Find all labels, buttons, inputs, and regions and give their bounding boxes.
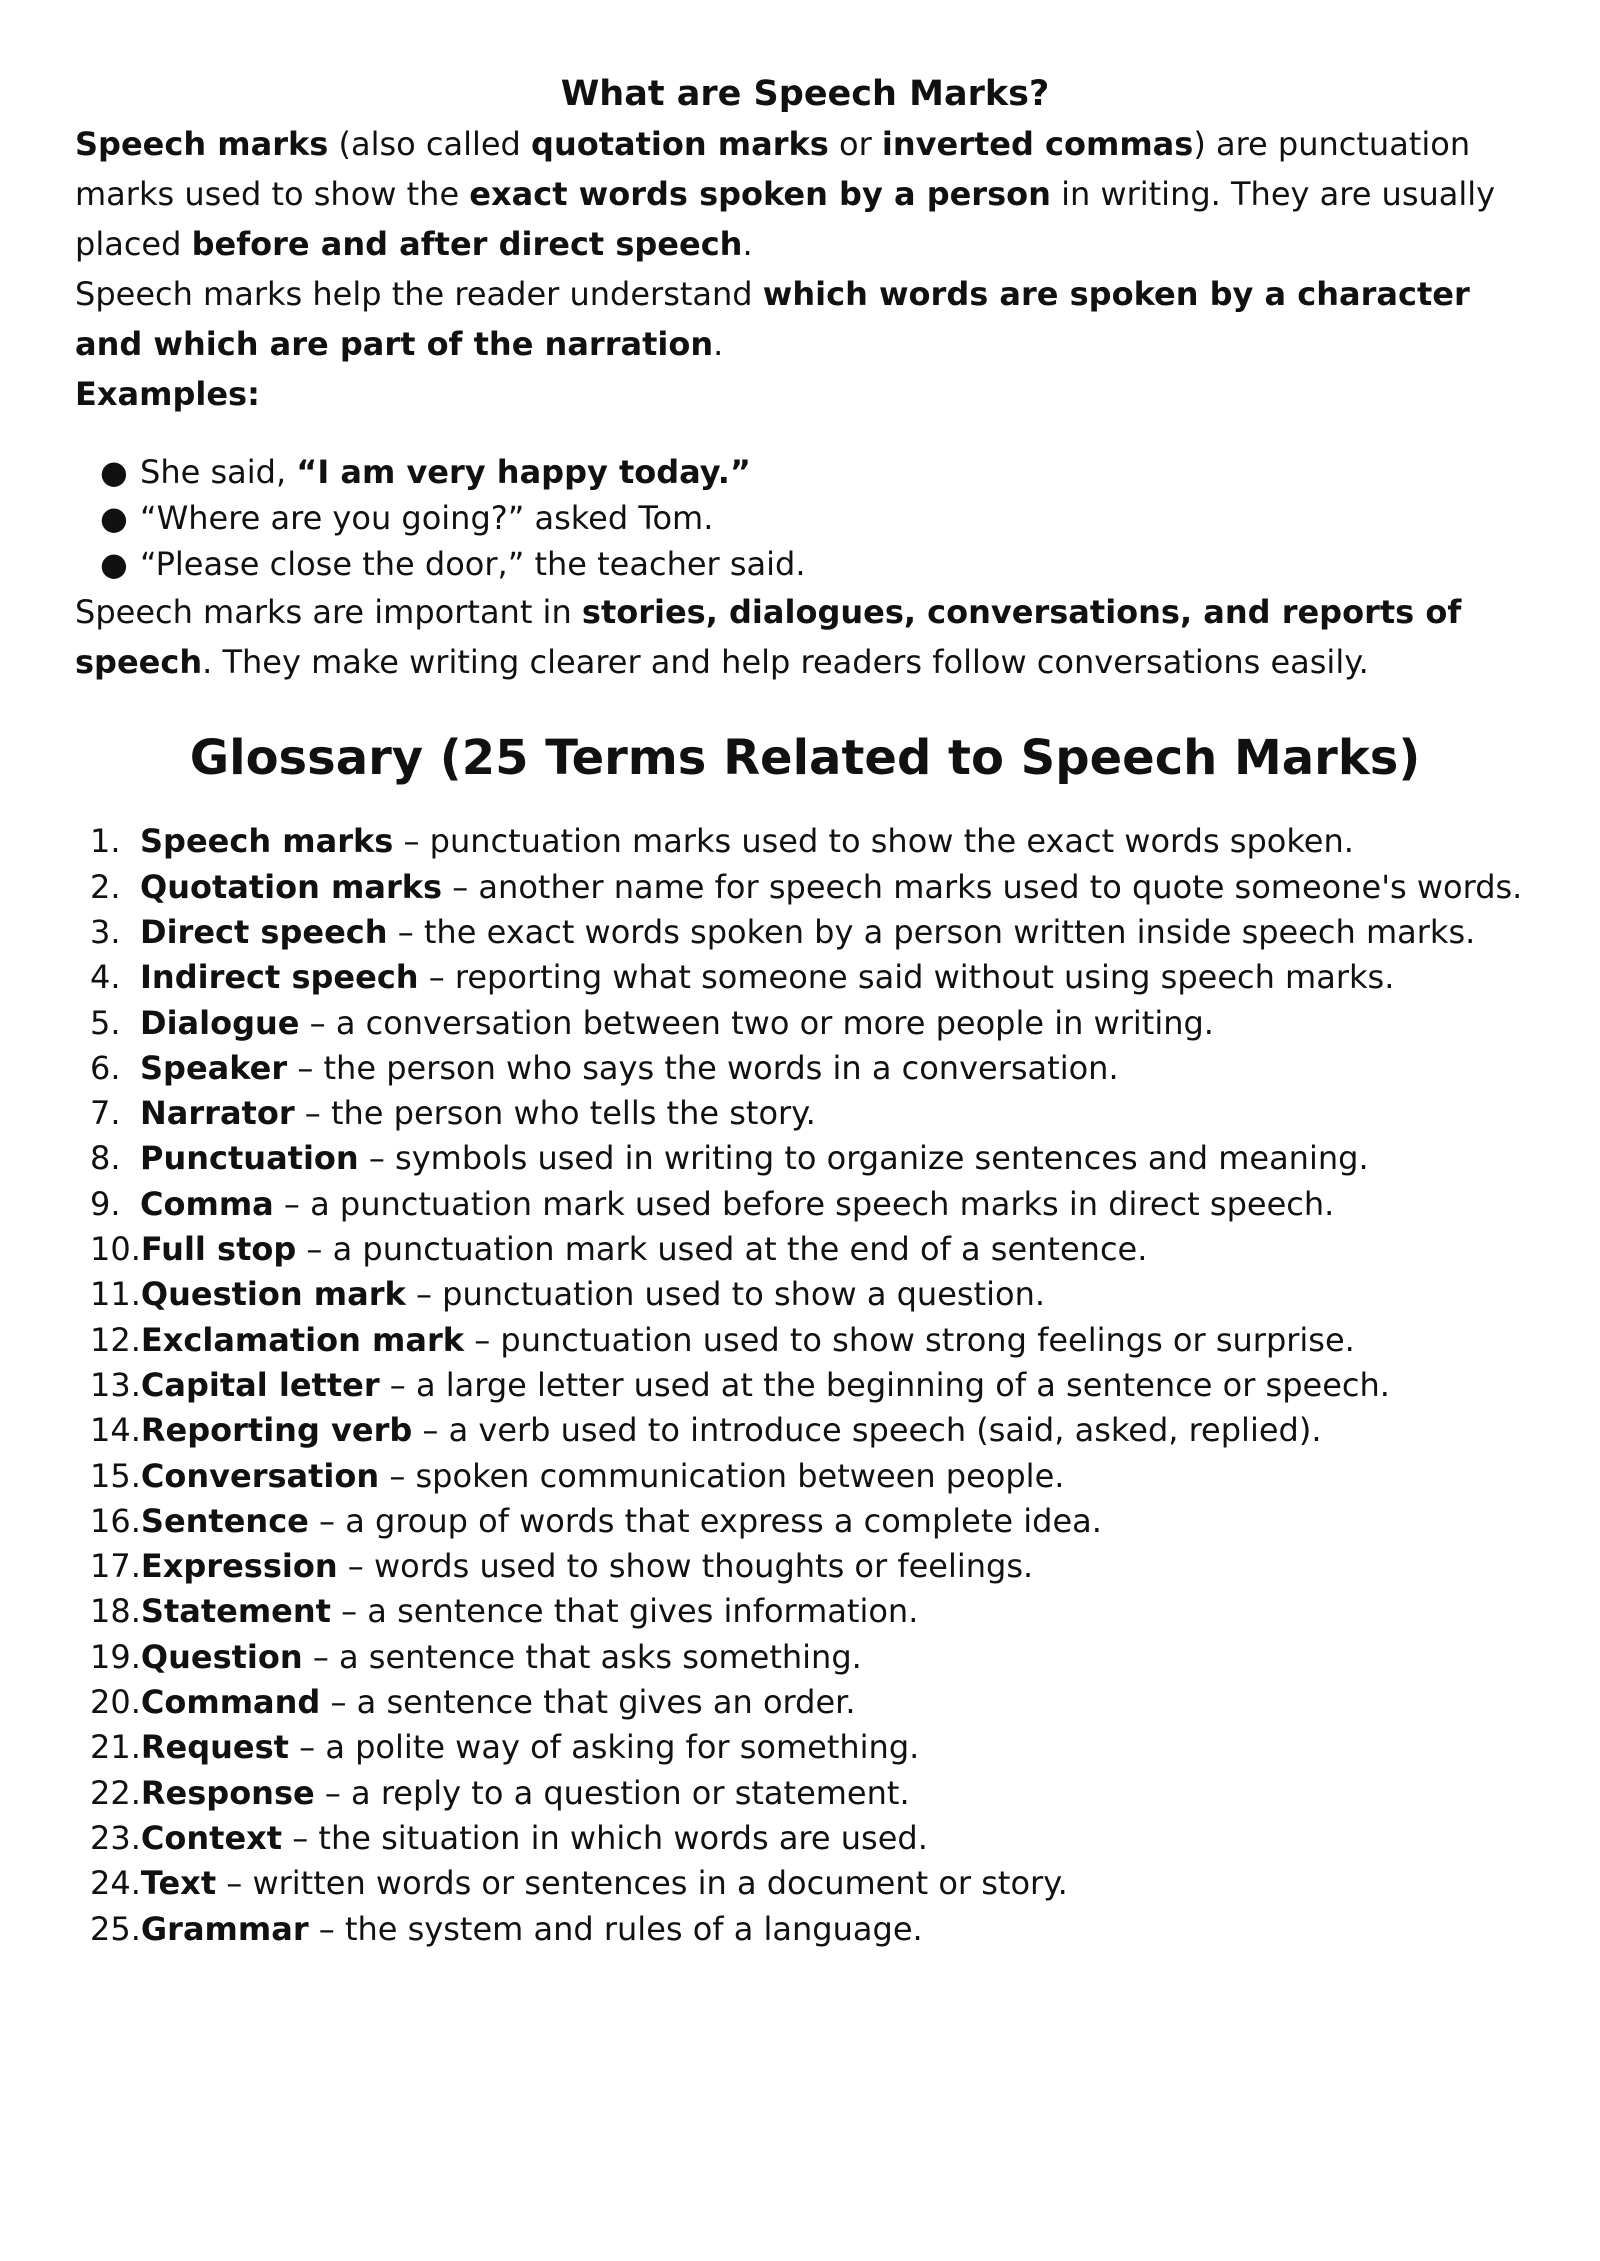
importance-text: Speech marks are important in <box>75 593 582 631</box>
intro-bold-exact-words: exact words spoken by a person <box>469 175 1051 213</box>
glossary-item <box>90 1091 1535 1136</box>
glossary-list <box>75 819 1535 1951</box>
glossary-definition: – punctuation used to show strong feelings or surprise. <box>464 1320 1355 1359</box>
glossary-term: Direct speech <box>140 912 388 951</box>
importance-bold-text: stories, dialogues, conversations, and reports of speech <box>75 593 1462 681</box>
glossary-number: 15. <box>90 1456 141 1495</box>
example-item <box>100 541 1535 587</box>
glossary-term: Full stop <box>140 1230 297 1269</box>
intro-bold-speech-marks: Speech marks <box>75 125 329 163</box>
glossary-number: 18. <box>90 1592 141 1631</box>
glossary-term: Question <box>140 1637 303 1676</box>
importance-paragraph <box>75 587 1535 687</box>
example-text: “Please close the door,” the teacher said. <box>140 545 806 583</box>
glossary-term: Command <box>140 1683 321 1722</box>
glossary-number: 25. <box>90 1909 141 1948</box>
glossary-item <box>90 1227 1535 1272</box>
glossary-item <box>90 1454 1535 1499</box>
glossary-number: 23. <box>90 1818 141 1857</box>
glossary-number: 8. <box>90 1139 121 1178</box>
example-item <box>100 449 1535 495</box>
glossary-definition: – written words or sentences in a document or story. <box>216 1864 1068 1903</box>
glossary-definition: – the exact words spoken by a person written inside speech marks. <box>387 912 1476 951</box>
help-text: . <box>713 325 724 363</box>
example-bold-quote: “I am very happy today.” <box>296 453 751 491</box>
intro-bold-quotation-marks: quotation marks <box>531 125 829 163</box>
example-text: “Where are you going?” asked Tom. <box>140 499 714 537</box>
glossary-definition: – a large letter used at the beginning of a sentence or speech. <box>379 1365 1390 1404</box>
glossary-term: Capital letter <box>140 1365 380 1404</box>
glossary-item <box>90 1272 1535 1317</box>
glossary-number: 10. <box>90 1230 141 1269</box>
bullet-icon: ● <box>100 453 128 491</box>
glossary-item <box>90 1001 1535 1046</box>
glossary-definition: – a reply to a question or statement. <box>314 1773 910 1812</box>
intro-bold-inverted-commas: inverted commas <box>881 125 1194 163</box>
glossary-number: 4. <box>90 958 121 997</box>
glossary-term: Speech marks <box>140 822 394 861</box>
importance-text: . They make writing clearer and help readers follow conversations easily. <box>202 643 1369 681</box>
example-item <box>100 495 1535 541</box>
glossary-number: 7. <box>90 1094 121 1133</box>
glossary-item <box>90 1318 1535 1363</box>
glossary-item <box>90 1725 1535 1770</box>
glossary-number: 17. <box>90 1547 141 1586</box>
glossary-definition: – words used to show thoughts or feelings. <box>337 1547 1034 1586</box>
glossary-term: Narrator <box>140 1094 295 1133</box>
glossary-term: Punctuation <box>140 1139 359 1178</box>
example-text: She said, <box>140 453 297 491</box>
glossary-definition: – a conversation between two or more people in writing. <box>299 1003 1214 1042</box>
glossary-term: Statement <box>140 1592 331 1631</box>
glossary-number: 3. <box>90 912 121 951</box>
glossary-number: 21. <box>90 1728 141 1767</box>
help-text: Speech marks help the reader understand <box>75 275 763 313</box>
glossary-term: Comma <box>140 1184 274 1223</box>
glossary-item <box>90 1136 1535 1181</box>
glossary-item <box>90 910 1535 955</box>
glossary-term: Context <box>140 1818 283 1857</box>
glossary-number: 20. <box>90 1683 141 1722</box>
glossary-definition: – symbols used in writing to organize sentences and meaning. <box>358 1139 1369 1178</box>
examples-heading <box>75 369 1535 419</box>
glossary-definition: – a sentence that gives an order. <box>320 1683 856 1722</box>
glossary-definition: – the person who tells the story. <box>294 1094 816 1133</box>
glossary-definition: – another name for speech marks used to quote someone's words. <box>442 867 1523 906</box>
glossary-definition: – punctuation used to show a question. <box>405 1275 1046 1314</box>
glossary-term: Grammar <box>140 1909 309 1948</box>
glossary-definition: – the person who says the words in a conversation. <box>287 1048 1119 1087</box>
glossary-definition: – a sentence that gives information. <box>330 1592 919 1631</box>
glossary-number: 5. <box>90 1003 121 1042</box>
bullet-icon: ● <box>100 545 128 583</box>
intro-paragraph <box>75 119 1535 269</box>
glossary-item <box>90 1046 1535 1091</box>
glossary-number: 24. <box>90 1864 141 1903</box>
intro-bold-before-after: before and after direct speech <box>191 225 743 263</box>
glossary-definition: – the system and rules of a language. <box>308 1909 923 1948</box>
glossary-item <box>90 1816 1535 1861</box>
glossary-item <box>90 819 1535 864</box>
glossary-term: Quotation marks <box>140 867 443 906</box>
glossary-number: 1. <box>90 822 121 861</box>
glossary-item <box>90 955 1535 1000</box>
intro-text: ) are punctuation marks used to show the <box>75 125 1471 213</box>
glossary-term: Expression <box>140 1547 338 1586</box>
page-title: What are Speech Marks? <box>560 74 1050 114</box>
help-paragraph <box>75 269 1535 369</box>
glossary-title: Glossary (25 Terms Related to Speech Marks) <box>189 730 1421 786</box>
glossary-definition: – the situation in which words are used. <box>282 1818 928 1857</box>
glossary-definition: – a sentence that asks something. <box>302 1637 862 1676</box>
glossary-definition: – spoken communication between people. <box>379 1456 1065 1495</box>
glossary-number: 6. <box>90 1048 121 1087</box>
glossary-item <box>90 1408 1535 1453</box>
glossary-item <box>90 1680 1535 1725</box>
glossary-item <box>90 865 1535 910</box>
examples-heading-text: Examples: <box>75 375 260 413</box>
glossary-term: Indirect speech <box>140 958 419 997</box>
glossary-definition: – a punctuation mark used at the end of a sentence. <box>296 1230 1148 1269</box>
glossary-number: 16. <box>90 1501 141 1540</box>
glossary-item <box>90 1589 1535 1634</box>
glossary-number: 19. <box>90 1637 141 1676</box>
intro-text: or <box>828 125 882 163</box>
glossary-item <box>90 1771 1535 1816</box>
glossary-definition: – punctuation marks used to show the exact words spoken. <box>393 822 1354 861</box>
examples-list <box>75 449 1535 587</box>
glossary-item <box>90 1861 1535 1906</box>
glossary-item <box>90 1499 1535 1544</box>
glossary-definition: – reporting what someone said without using speech marks. <box>418 958 1395 997</box>
glossary-number: 22. <box>90 1773 141 1812</box>
glossary-number: 13. <box>90 1365 141 1404</box>
glossary-definition: – a verb used to introduce speech (said, asked, replied). <box>412 1411 1322 1450</box>
glossary-number: 14. <box>90 1411 141 1450</box>
glossary-definition: – a punctuation mark used before speech marks in direct speech. <box>273 1184 1335 1223</box>
glossary-definition: – a polite way of asking for something. <box>288 1728 920 1767</box>
glossary-term: Sentence <box>140 1501 309 1540</box>
glossary-term: Speaker <box>140 1048 288 1087</box>
glossary-item <box>90 1907 1535 1952</box>
glossary-term: Request <box>140 1728 289 1767</box>
glossary-term: Exclamation mark <box>140 1320 465 1359</box>
glossary-term: Reporting verb <box>140 1411 413 1450</box>
glossary-number: 11. <box>90 1275 141 1314</box>
intro-text: in writing. They are usually placed <box>75 175 1496 263</box>
bullet-icon: ● <box>100 499 128 537</box>
glossary-term: Text <box>140 1864 217 1903</box>
glossary-number: 2. <box>90 867 121 906</box>
glossary-item <box>90 1635 1535 1680</box>
glossary-item <box>90 1544 1535 1589</box>
glossary-term: Question mark <box>140 1275 406 1314</box>
intro-text: (also called <box>328 125 532 163</box>
glossary-definition: – a group of words that express a complete idea. <box>308 1501 1102 1540</box>
intro-text: . <box>742 225 753 263</box>
help-bold-text: which words are spoken by a character and which are part of the narration <box>75 275 1470 363</box>
glossary-term: Conversation <box>140 1456 380 1495</box>
glossary-item <box>90 1182 1535 1227</box>
glossary-term: Response <box>140 1773 315 1812</box>
glossary-number: 12. <box>90 1320 141 1359</box>
glossary-item <box>90 1363 1535 1408</box>
glossary-number: 9. <box>90 1184 121 1223</box>
glossary-term: Dialogue <box>140 1003 300 1042</box>
